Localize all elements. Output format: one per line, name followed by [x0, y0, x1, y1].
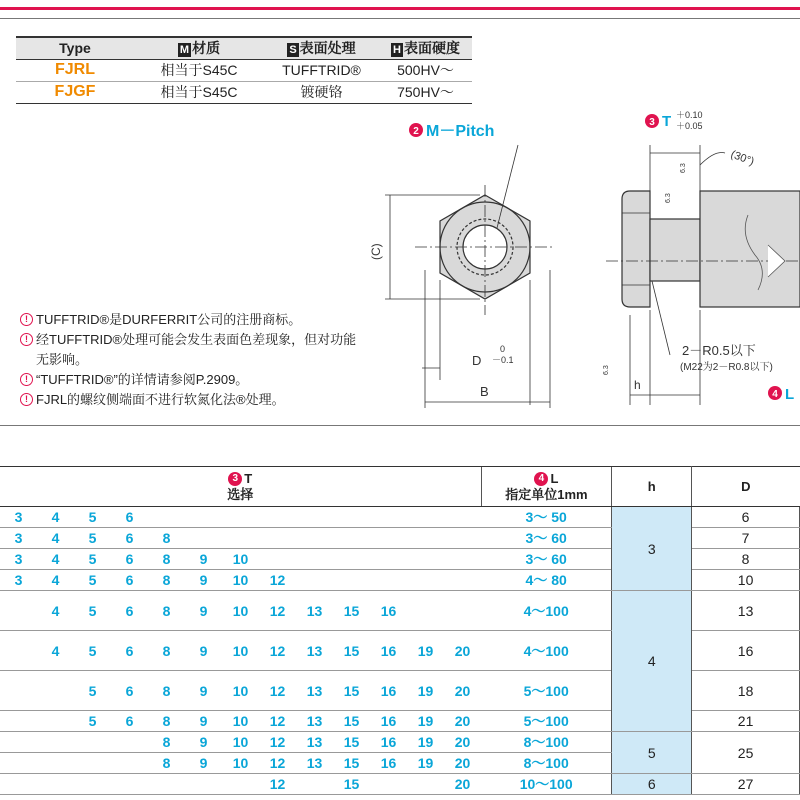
- t-value[interactable]: 19: [417, 713, 434, 729]
- t-value[interactable]: 10: [232, 713, 249, 729]
- surface-box-icon: S: [289, 44, 297, 57]
- t-value[interactable]: 12: [269, 755, 286, 771]
- roughness-label: 6.3: [603, 365, 610, 375]
- hardness-cell: 500HV～: [397, 62, 454, 78]
- warning-circle-icon: !: [20, 373, 33, 386]
- neck: [650, 219, 700, 281]
- warning-circle-icon: !: [20, 393, 33, 406]
- d-tol-upper: 0: [500, 344, 506, 354]
- t-value[interactable]: 8: [162, 642, 171, 659]
- t-values-cell: [0, 528, 481, 549]
- t-value[interactable]: 15: [343, 713, 360, 729]
- t-value[interactable]: 15: [343, 755, 360, 771]
- t-values-cell: [0, 631, 481, 671]
- t-value[interactable]: 13: [306, 713, 323, 729]
- type-cell[interactable]: FJGF: [54, 83, 96, 100]
- h-value-cell: 4: [612, 591, 692, 732]
- l-header: 4 L 指定单位1mm: [481, 467, 612, 507]
- t-value[interactable]: 4: [51, 530, 60, 546]
- spec-table-header: [0, 467, 800, 507]
- t-values-cell: [0, 732, 481, 753]
- type-header: Type: [59, 40, 91, 57]
- t-value[interactable]: 4: [51, 642, 60, 659]
- t-value[interactable]: 5: [88, 642, 97, 659]
- t-value[interactable]: 6: [125, 551, 134, 567]
- t-values-cell: [0, 711, 481, 732]
- front-view-drawing: [360, 110, 570, 410]
- t-value[interactable]: 15: [343, 682, 360, 699]
- t-value[interactable]: 20: [454, 755, 471, 771]
- t-value[interactable]: 19: [417, 642, 434, 659]
- d-value-cell: 27: [692, 774, 800, 795]
- t-value[interactable]: 16: [380, 755, 397, 771]
- t-value[interactable]: 19: [417, 682, 434, 699]
- t-header-badge: 3: [228, 472, 242, 486]
- l-number: 4: [772, 389, 778, 400]
- hardness-header: H 表面硬度: [393, 40, 460, 57]
- l-label: L: [785, 386, 795, 403]
- t-value[interactable]: 9: [199, 713, 208, 729]
- material-box-icon: M: [179, 44, 190, 57]
- t-value[interactable]: 20: [454, 713, 471, 729]
- t-value[interactable]: 9: [199, 551, 208, 567]
- t-value[interactable]: 13: [306, 755, 323, 771]
- t-value[interactable]: 10: [232, 602, 249, 619]
- t-value[interactable]: 5: [88, 713, 97, 729]
- t-value[interactable]: 13: [306, 682, 323, 699]
- material-header: M 材质: [179, 40, 221, 57]
- t-value[interactable]: 8: [162, 530, 171, 546]
- t-value[interactable]: 20: [454, 776, 471, 792]
- t-value[interactable]: 13: [306, 734, 323, 750]
- spec-row: [0, 732, 800, 753]
- roughness-label: 6.3: [680, 163, 687, 173]
- t-value[interactable]: 9: [199, 602, 208, 619]
- t-label: T: [662, 113, 672, 130]
- t-value[interactable]: 16: [380, 682, 397, 699]
- l-range-cell: 4～100: [481, 591, 612, 631]
- notes-list: [20, 310, 360, 410]
- roughness-label: 6.3: [665, 193, 672, 203]
- t-value[interactable]: 8: [162, 572, 171, 588]
- note-item: ! “TUFFTRID®”的详情请参阅P.2909。: [20, 370, 360, 390]
- t-value[interactable]: 9: [199, 682, 208, 699]
- warning-circle-icon: !: [20, 313, 33, 326]
- t-values-cell: [0, 591, 481, 631]
- t-value[interactable]: 4: [51, 602, 60, 619]
- d-value-cell: 21: [692, 711, 800, 732]
- t-value[interactable]: 12: [269, 776, 286, 792]
- t-value[interactable]: 19: [417, 755, 434, 771]
- t-value[interactable]: 9: [199, 734, 208, 750]
- spec-table-body: [0, 507, 800, 795]
- radius-note-sub: (M22为2－R0.8以下): [680, 362, 773, 373]
- t-tol-upper: ＋0.10: [676, 110, 703, 120]
- angle-label: (30°): [728, 148, 756, 169]
- t-value[interactable]: 20: [454, 734, 471, 750]
- d-tol-lower: －0.1: [492, 355, 514, 365]
- note-item: ! 经TUFFTRID®处理可能会发生表面色差现象，但对功能无影响。: [20, 330, 360, 370]
- d-value-cell: 25: [692, 732, 800, 774]
- t-value[interactable]: 16: [380, 734, 397, 750]
- material-table-header: [16, 37, 472, 59]
- t-value[interactable]: 10: [232, 734, 249, 750]
- t-value[interactable]: 8: [162, 755, 171, 771]
- t-value[interactable]: 16: [380, 713, 397, 729]
- spec-row: [0, 591, 800, 631]
- material-cell: 相当于S45C: [160, 62, 238, 78]
- t-value[interactable]: 4: [51, 551, 60, 567]
- hex-body: [622, 191, 650, 307]
- surface-cell: TUFFTRID®: [282, 62, 361, 78]
- t-value[interactable]: 8: [162, 551, 171, 567]
- hardness-box-icon: H: [393, 44, 401, 57]
- t-values-cell: [0, 507, 481, 528]
- d-value-cell: 7: [692, 528, 800, 549]
- t-value[interactable]: 8: [162, 713, 171, 729]
- material-row: [16, 81, 472, 103]
- t-value[interactable]: 12: [269, 642, 286, 659]
- d-value-cell: 10: [692, 570, 800, 591]
- t-value[interactable]: 10: [232, 572, 249, 588]
- h-dimension-label: h: [634, 378, 641, 392]
- note-item: ! TUFFTRID®是DURFERRIT公司的注册商标。: [20, 310, 360, 330]
- t-value[interactable]: 5: [88, 551, 97, 567]
- t-value[interactable]: 12: [269, 572, 286, 588]
- t-value[interactable]: 6: [125, 713, 134, 729]
- surface-header: S 表面处理: [289, 40, 356, 57]
- t-values-cell: [0, 774, 481, 795]
- top-accent-rule: [0, 7, 800, 10]
- t-value[interactable]: 10: [232, 682, 249, 699]
- c-dimension-label: (C): [369, 243, 383, 260]
- l-range-cell: 5～100: [481, 711, 612, 732]
- t-tol-lower: ＋0.05: [676, 121, 703, 131]
- d-value-cell: 16: [692, 631, 800, 671]
- l-range-cell: 4～100: [481, 631, 612, 671]
- t-value[interactable]: 3: [14, 572, 23, 588]
- radius-note: 2－R0.5以下: [682, 343, 756, 358]
- t-value[interactable]: 9: [199, 755, 208, 771]
- l-range-cell: 10～100: [481, 774, 612, 795]
- material-row: [16, 59, 472, 81]
- t-value[interactable]: 20: [454, 682, 471, 699]
- t-value[interactable]: 15: [343, 642, 360, 659]
- l-range-cell: 3～ 50: [481, 507, 612, 528]
- t-value[interactable]: 13: [306, 602, 323, 619]
- t-value[interactable]: 16: [380, 642, 397, 659]
- t-header: 3 T 选择: [0, 467, 481, 507]
- t-value[interactable]: 10: [232, 551, 249, 567]
- t-value[interactable]: 5: [88, 509, 97, 525]
- surface-cell: 镀硬铬: [300, 84, 343, 100]
- t-value[interactable]: 15: [343, 602, 360, 619]
- t-value[interactable]: 6: [125, 509, 134, 525]
- t-value[interactable]: 9: [199, 642, 208, 659]
- spec-row: [0, 774, 800, 795]
- t-value[interactable]: 16: [380, 602, 397, 619]
- t-value[interactable]: 15: [343, 734, 360, 750]
- t-value[interactable]: 8: [162, 682, 171, 699]
- side-view-drawing: [590, 105, 800, 415]
- t-value[interactable]: 5: [88, 530, 97, 546]
- pitch-number: 2: [413, 126, 419, 137]
- t-value[interactable]: 5: [88, 682, 97, 699]
- type-cell[interactable]: FJRL: [55, 61, 95, 78]
- h-header: h: [612, 467, 692, 507]
- d-dimension-label: D: [472, 353, 482, 368]
- pitch-label: M－Pitch: [426, 123, 495, 140]
- t-value[interactable]: 20: [454, 642, 471, 659]
- t-value[interactable]: 12: [269, 602, 286, 619]
- b-dimension-label: B: [480, 384, 489, 399]
- note-item: ! FJRL的螺纹侧端面不进行软氮化法®处理。: [20, 390, 360, 410]
- t-value[interactable]: 6: [125, 602, 134, 619]
- t-value[interactable]: 6: [125, 682, 134, 699]
- shank: [700, 191, 800, 307]
- t-value[interactable]: 3: [14, 551, 23, 567]
- t-value[interactable]: 12: [269, 734, 286, 750]
- h-value-cell: 3: [612, 507, 692, 591]
- spec-row: [0, 507, 800, 528]
- t-value[interactable]: 5: [88, 572, 97, 588]
- t-values-cell: [0, 671, 481, 711]
- l-range-cell: 5～100: [481, 671, 612, 711]
- t-values-cell: [0, 549, 481, 570]
- t-value[interactable]: 13: [306, 642, 323, 659]
- warning-circle-icon: !: [20, 333, 33, 346]
- t-value[interactable]: 6: [125, 530, 134, 546]
- t-value[interactable]: 6: [125, 642, 134, 659]
- d-header: D: [692, 467, 800, 507]
- l-range-cell: 8～100: [481, 732, 612, 753]
- t-value[interactable]: 8: [162, 602, 171, 619]
- t-value[interactable]: 8: [162, 734, 171, 750]
- t-value[interactable]: 4: [51, 509, 60, 525]
- l-range-cell: 3～ 60: [481, 549, 612, 570]
- t-value[interactable]: 15: [343, 776, 360, 792]
- t-number: 3: [649, 117, 655, 128]
- d-value-cell: 8: [692, 549, 800, 570]
- l-range-cell: 3～ 60: [481, 528, 612, 549]
- spec-table: [0, 466, 800, 795]
- l-range-cell: 4～ 80: [481, 570, 612, 591]
- h-value-cell: 6: [612, 774, 692, 795]
- material-table: [16, 36, 472, 104]
- t-value[interactable]: 3: [14, 530, 23, 546]
- d-value-cell: 18: [692, 671, 800, 711]
- t-value[interactable]: 12: [269, 682, 286, 699]
- t-value[interactable]: 10: [232, 755, 249, 771]
- material-cell: 相当于S45C: [160, 84, 238, 100]
- t-value[interactable]: 19: [417, 734, 434, 750]
- t-value[interactable]: 10: [232, 642, 249, 659]
- d-value-cell: 13: [692, 591, 800, 631]
- l-range-cell: 8～100: [481, 753, 612, 774]
- t-values-cell: [0, 570, 481, 591]
- t-value[interactable]: 9: [199, 572, 208, 588]
- l-header-badge: 4: [534, 472, 548, 486]
- t-value[interactable]: 4: [51, 572, 60, 588]
- d-value-cell: 6: [692, 507, 800, 528]
- t-value[interactable]: 6: [125, 572, 134, 588]
- t-value[interactable]: 5: [88, 602, 97, 619]
- t-values-cell: [0, 753, 481, 774]
- hardness-cell: 750HV～: [397, 84, 454, 100]
- h-value-cell: 5: [612, 732, 692, 774]
- t-value[interactable]: 12: [269, 713, 286, 729]
- t-value[interactable]: 3: [14, 509, 23, 525]
